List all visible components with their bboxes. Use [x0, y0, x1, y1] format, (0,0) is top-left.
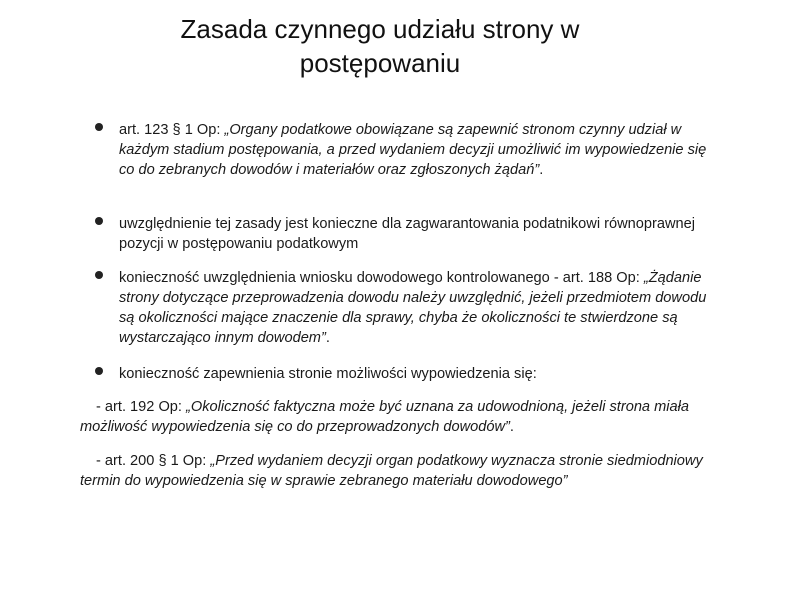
bullet-icon [95, 217, 103, 225]
bullet-icon [95, 123, 103, 131]
slide-title [60, 12, 700, 80]
title-line-1: Zasada czynnego udziału strony w [180, 14, 580, 44]
title-line-2: postępowaniu [299, 48, 461, 78]
bullet-text: art. 123 § 1 Op: „Organy podatkowe obowiązane są zapewnić stronom czynny udział w każdym stadium postępowania, a przed wydaniem decyzji umożliwić im wypowiedzenie się co do zebranych dowodów i materiałów oraz zgłoszonych żądań”. [119, 122, 707, 178]
bullet-icon [95, 367, 103, 375]
bullet-text: konieczność uwzględnienia wniosku dowodowego kontrolowanego - art. 188 Op: „Żądanie strony dotyczące przeprowadzenia dowodu należy uwzględnić, jeżeli przedmiotem dowodu są okoliczności mające znaczenie dla sprawy, chyba że okoliczności te stwierdzone są wystarczająco innym dowodem”. [119, 270, 707, 346]
bullet-text: konieczność zapewnienia stronie możliwości wypowiedzenia się: [119, 366, 537, 382]
bullet-icon [95, 271, 103, 279]
sub-item-art-200: - art. 200 § 1 Op: „Przed wydaniem decyzji organ podatkowy wyznacza stronie siedmiodniowy termin do wypowiedzenia się w sprawie zebranego materiału dowodowego” [80, 453, 703, 489]
bullet-text: uwzględnienie tej zasady jest konieczne dla zagwarantowania podatnikowi równoprawnej pozycji w postępowaniu podatkowym [119, 216, 695, 252]
sub-item-art-192: - art. 192 Op: „Okoliczność faktyczna może być uznana za udowodnioną, jeżeli strona miała możliwość wypowiedzenia się co do przeprowadzonych dowodów”. [80, 399, 689, 435]
